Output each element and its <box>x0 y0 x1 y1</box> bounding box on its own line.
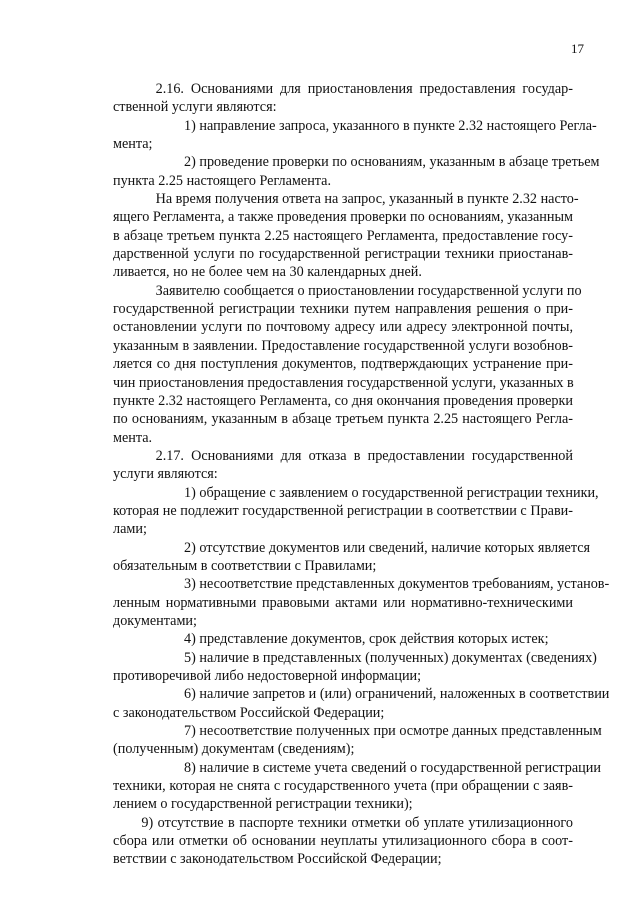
text-line: мента. <box>113 429 153 446</box>
text-line: пункте 2.32 настоящего Регламента, со дня окончания проведения проверки <box>113 392 573 409</box>
text-line: 2) проведение проверки по основаниям, указанным в абзаце третьем <box>184 154 600 171</box>
text-line: 9) отсутствие в паспорте техники отметки об уплате утилизационного <box>141 814 573 831</box>
text-line: 5) наличие в представленных (полученных) документах (сведениях) <box>184 649 597 666</box>
text-line: ленным нормативными правовыми актами или нормативно-техническими <box>113 594 573 611</box>
text-line: ветствии с законодательством Российской Федерации; <box>113 851 442 868</box>
text-line: мента; <box>113 136 153 153</box>
text-line: чин приостановления предоставления государственной услуги, указанных в <box>113 374 574 391</box>
text-line: ляется со дня поступления документов, подтверждающих устранение при- <box>113 356 573 373</box>
text-line: (полученным) документам (сведениям); <box>113 741 355 758</box>
text-line: 6) наличие запретов и (или) ограничений, наложенных в соответствии <box>184 686 610 703</box>
text-line: в абзаце третьем пункта 2.25 настоящего Регламента, предоставление госу- <box>113 227 573 244</box>
text-line: пункта 2.25 настоящего Регламента. <box>113 172 332 189</box>
text-line: которая не подлежит государственной регистрации в соответствии с Прави- <box>113 502 573 519</box>
text-line: 3) несоответствие представленных документов требованиям, установ- <box>184 576 610 593</box>
text-line: лением о государственной регистрации техники); <box>113 796 413 813</box>
text-line: 7) несоответствие полученных при осмотре данных представленным <box>184 723 602 740</box>
text-line: по основаниям, указанным в абзаце третьем пункта 2.25 настоящего Регла- <box>113 411 573 428</box>
text-line: На время получения ответа на запрос, указанный в пункте 2.32 насто- <box>155 191 579 208</box>
text-line: 2) отсутствие документов или сведений, наличие которых является <box>184 539 591 556</box>
text-line: 2.16. Основаниями для приостановления предоставления государ- <box>155 81 573 97</box>
text-line: остановлении услуги по почтовому адресу или адресу электронной почты, <box>113 319 573 336</box>
text-line: ственной услуги являются: <box>113 99 277 116</box>
document-body <box>113 80 610 869</box>
text-line: ящего Регламента, а также проведения проверки по основаниям, указанным <box>113 209 573 226</box>
text-line: лами; <box>113 521 147 538</box>
text-line: 1) направление запроса, указанного в пункте 2.32 настоящего Регла- <box>184 117 597 134</box>
text-line: техники, которая не снята с государственного учета (при обращении с заяв- <box>113 778 573 795</box>
text-line: 8) наличие в системе учета сведений о государственной регистрации <box>184 759 601 776</box>
text-line: противоречивой либо недостоверной информации; <box>113 668 422 684</box>
text-line: 2.17. Основаниями для отказа в предоставлении государственной <box>155 447 573 464</box>
text-line: с законодательством Российской Федерации; <box>113 704 385 721</box>
text-line: 4) представление документов, срок действия которых истек; <box>184 631 549 648</box>
text-line: сбора или отметки об основании неуплаты утилизационного сбора в соот- <box>113 833 573 850</box>
text-line: Заявителю сообщается о приостановлении государственной услуги по <box>155 282 582 299</box>
text-line: 1) обращение с заявлением о государственной регистрации техники, <box>184 484 599 501</box>
text-line: обязательным в соответствии с Правилами; <box>113 557 377 574</box>
text-line: указанным в заявлении. Предоставление государственной услуги возобнов- <box>113 337 573 354</box>
text-line: документами; <box>113 612 197 629</box>
text-line: государственной регистрации техники путем направления решения о при- <box>113 301 573 318</box>
page-number: 17 <box>571 41 584 56</box>
text-line: ливается, но не более чем на 30 календарных дней. <box>113 264 422 281</box>
text-line: услуги являются: <box>113 466 218 483</box>
text-line: дарственной услуги по государственной регистрации техники приостанав- <box>113 246 573 263</box>
